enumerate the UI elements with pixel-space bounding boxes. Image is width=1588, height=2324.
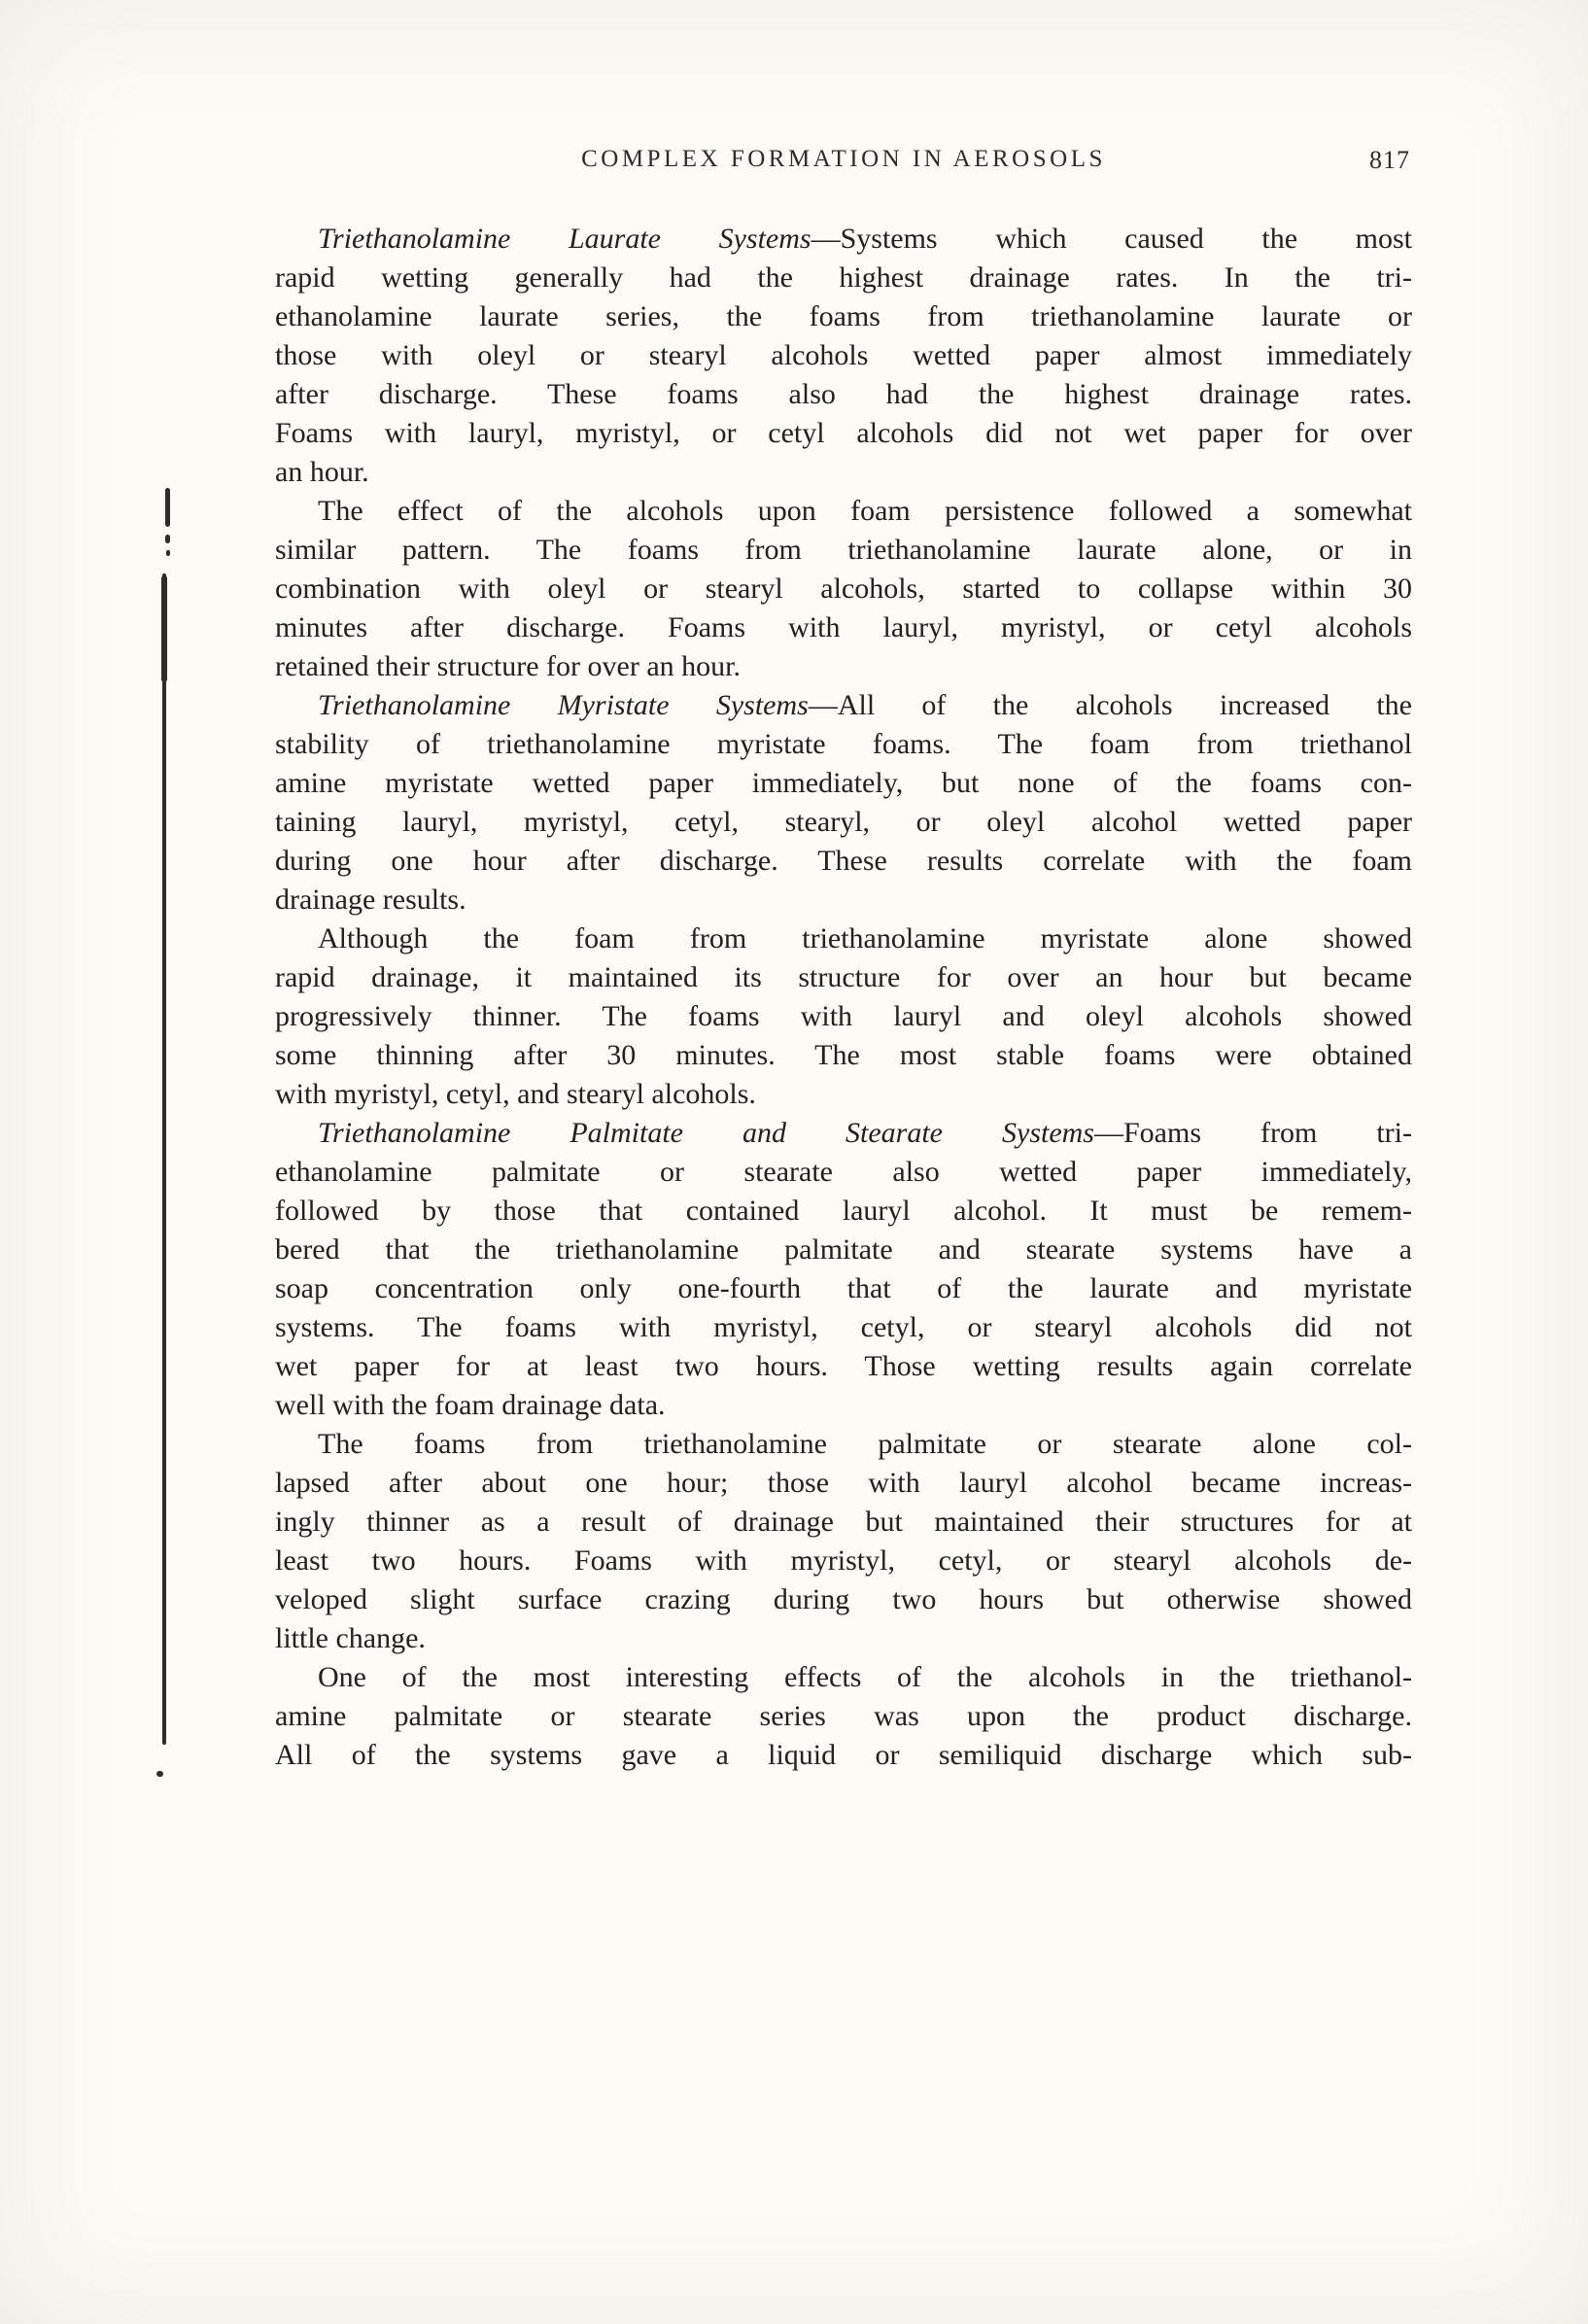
text-line: rapid drainage, it maintained its structure for over an hour but became bbox=[275, 961, 1412, 993]
paragraph bbox=[275, 686, 1412, 919]
text-line: Although the foam from triethanolamine myristate alone showed bbox=[318, 922, 1412, 954]
page-number: 817 bbox=[1369, 146, 1410, 174]
paragraph bbox=[275, 220, 1412, 492]
article-body bbox=[275, 220, 1412, 1775]
text-line: The foams from triethanolamine palmitate or stearate alone col- bbox=[318, 1428, 1412, 1460]
text-line: minutes after discharge. Foams with lauryl, myristyl, or cetyl alcohols bbox=[275, 611, 1412, 643]
margin-line bbox=[162, 573, 166, 1745]
text-line: Triethanolamine Myristate Systems—All of the alcohols increased the bbox=[318, 689, 1412, 721]
text-line: wet paper for at least two hours. Those wetting results again correlate bbox=[275, 1350, 1412, 1382]
paragraph bbox=[275, 1425, 1412, 1658]
text-line: Foams with lauryl, myristyl, or cetyl alcohols did not wet paper for over bbox=[275, 417, 1412, 449]
text-line: followed by those that contained lauryl alcohol. It must be remem- bbox=[275, 1195, 1412, 1227]
text-line: soap concentration only one-fourth that of the laurate and myristate bbox=[275, 1272, 1412, 1304]
text-line: progressively thinner. The foams with lauryl and oleyl alcohols showed bbox=[275, 1000, 1412, 1032]
text-line: lapsed after about one hour; those with lauryl alcohol became increas- bbox=[275, 1467, 1412, 1499]
text-line: ingly thinner as a result of drainage but maintained their structures for at bbox=[275, 1506, 1412, 1538]
margin-end-dot bbox=[156, 1771, 163, 1777]
text-line: with myristyl, cetyl, and stearyl alcohols. bbox=[275, 1078, 756, 1110]
text-line: rapid wetting generally had the highest drainage rates. In the tri- bbox=[275, 261, 1412, 294]
text-line: some thinning after 30 minutes. The most stable foams were obtained bbox=[275, 1039, 1412, 1071]
paragraph bbox=[275, 919, 1412, 1114]
text-line: amine myristate wetted paper immediately, but none of the foams con- bbox=[275, 767, 1412, 799]
margin-mark-dot bbox=[165, 535, 170, 543]
text-line: One of the most interesting effects of the alcohols in the triethanol- bbox=[318, 1661, 1412, 1693]
text-line: bered that the triethanolamine palmitate and stearate systems have a bbox=[275, 1233, 1412, 1266]
text-line: little change. bbox=[275, 1622, 426, 1654]
margin-mark-bar bbox=[165, 488, 170, 527]
italic-lead-in: Triethanolamine Palmitate and Stearate Systems bbox=[318, 1117, 1094, 1149]
text-line: ethanolamine palmitate or stearate also wetted paper immediately, bbox=[275, 1156, 1412, 1188]
paragraph bbox=[275, 1114, 1412, 1425]
text-line: an hour. bbox=[275, 456, 369, 488]
italic-lead-in: Triethanolamine Myristate Systems bbox=[318, 689, 809, 721]
text-line: retained their structure for over an hour. bbox=[275, 650, 741, 682]
text-line: drainage results. bbox=[275, 884, 466, 916]
text-line: ethanolamine laurate series, the foams from triethanolamine laurate or bbox=[275, 300, 1412, 332]
text-line: after discharge. These foams also had the highest drainage rates. bbox=[275, 378, 1412, 410]
paragraph bbox=[275, 1658, 1412, 1775]
paragraph bbox=[275, 492, 1412, 686]
margin-mark-dot bbox=[166, 550, 170, 556]
margin-line-heavy-segment bbox=[161, 575, 167, 682]
text-line: during one hour after discharge. These results correlate with the foam bbox=[275, 845, 1412, 877]
text-line: similar pattern. The foams from triethanolamine laurate alone, or in bbox=[275, 534, 1412, 566]
running-header bbox=[275, 146, 1412, 181]
text-line: amine palmitate or stearate series was upon the product discharge. bbox=[275, 1700, 1412, 1732]
text-line: veloped slight surface crazing during two hours but otherwise showed bbox=[275, 1583, 1412, 1615]
text-line: well with the foam drainage data. bbox=[275, 1389, 666, 1421]
text-line: taining lauryl, myristyl, cetyl, stearyl, or oleyl alcohol wetted paper bbox=[275, 806, 1412, 838]
text-line: least two hours. Foams with myristyl, cetyl, or stearyl alcohols de- bbox=[275, 1544, 1412, 1577]
running-title: COMPLEX FORMATION IN AEROSOLS bbox=[581, 146, 1106, 172]
text-line: combination with oleyl or stearyl alcohols, started to collapse within 30 bbox=[275, 572, 1412, 605]
text-line: The effect of the alcohols upon foam persistence followed a somewhat bbox=[318, 495, 1412, 527]
italic-lead-in: Triethanolamine Laurate Systems bbox=[318, 223, 811, 255]
text-line: systems. The foams with myristyl, cetyl, or stearyl alcohols did not bbox=[275, 1311, 1412, 1343]
text-line: stability of triethanolamine myristate foams. The foam from triethanol bbox=[275, 728, 1412, 760]
text-line: All of the systems gave a liquid or semiliquid discharge which sub- bbox=[275, 1739, 1412, 1771]
text-line: those with oleyl or stearyl alcohols wetted paper almost immediately bbox=[275, 339, 1412, 371]
text-line: Triethanolamine Palmitate and Stearate Systems—Foams from tri- bbox=[318, 1117, 1412, 1149]
text-line: Triethanolamine Laurate Systems—Systems which caused the most bbox=[318, 223, 1412, 255]
